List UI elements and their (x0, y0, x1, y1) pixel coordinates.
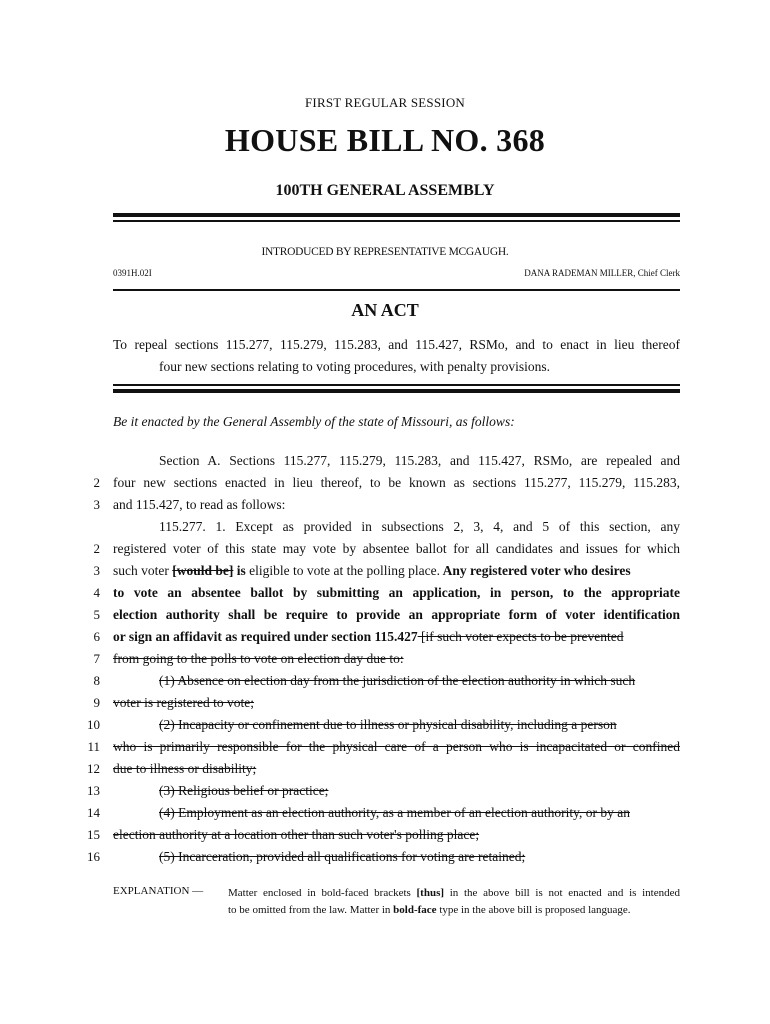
deleted-text: due to illness or disability; (113, 761, 257, 776)
deleted-text (113, 670, 680, 692)
line-text: four new sections enacted in lieu thereof, to be known as sections 115.277, 115.279, 115.283, (113, 475, 680, 490)
body-line (0, 604, 770, 626)
deleted-text (113, 846, 680, 868)
line-number: 9 (93, 695, 100, 710)
text-run: type in the above bill is proposed language. (436, 904, 631, 916)
line-number: 5 (93, 607, 100, 622)
line-number: 10 (87, 717, 100, 732)
new-text: or sign an affidavit as required under section 115.427 (113, 629, 418, 644)
deleted-text: who is primarily responsible for the physical care of a person who is incapacitated or confined (113, 739, 680, 754)
new-text: election authority shall be require to provide an appropriate form of voter identification (113, 607, 680, 622)
body-line (0, 758, 770, 780)
bill-body (0, 450, 770, 868)
body-line (0, 582, 770, 604)
body-line (0, 450, 770, 472)
body-line (0, 472, 770, 494)
deleted-text: from going to the polls to vote on election day due to: (113, 651, 404, 666)
deleted-text (113, 780, 680, 802)
deleted-run: (2) Incapacity or confinement due to illness or physical disability, including a person (159, 717, 617, 732)
line-text: registered voter of this state may vote by absentee ballot for all candidates and issues for which (113, 541, 680, 556)
text-run: to be omitted from the law. Matter in (228, 904, 394, 916)
body-line (0, 538, 770, 560)
title-divider-thick (113, 389, 680, 393)
deleted-text: [would be] (172, 563, 234, 578)
title-divider-thin (113, 384, 680, 386)
header-divider-thin (113, 220, 680, 222)
act-title-line-1: To repeal sections 115.277, 115.279, 115.283, and 115.427, RSMo, and to enact in lieu thereof (113, 337, 680, 352)
chief-clerk: DANA RADEMAN MILLER, Chief Clerk (524, 268, 680, 278)
session-label: FIRST REGULAR SESSION (305, 95, 465, 110)
boldface-example: bold-face (393, 904, 437, 916)
line-text (113, 626, 680, 648)
line-number: 8 (93, 673, 100, 688)
line-number: 4 (93, 585, 100, 600)
new-text: Any registered voter who desires (439, 563, 631, 578)
explanation-label: EXPLANATION — (113, 885, 204, 897)
introduced-by: INTRODUCED BY REPRESENTATIVE MCGAUGH. (261, 246, 509, 258)
text-run: Matter enclosed in bold-faced brackets (228, 887, 417, 899)
line-number: 13 (87, 783, 100, 798)
deleted-text: voter is registered to vote; (113, 695, 254, 710)
explanation-line-1 (228, 885, 680, 902)
body-line (0, 824, 770, 846)
line-number: 6 (93, 629, 100, 644)
body-line (0, 560, 770, 582)
bill-title: HOUSE BILL NO. 368 (224, 122, 546, 158)
bracket-example: [thus] (416, 887, 445, 899)
deleted-text: [if such voter expects to be prevented (417, 629, 624, 644)
deleted-text: election authority at a location other than such voter's polling place; (113, 827, 480, 842)
new-text: is (233, 563, 246, 578)
line-number: 3 (93, 497, 100, 512)
line-number: 2 (93, 475, 100, 490)
body-line (0, 846, 770, 868)
act-title (113, 334, 680, 378)
line-text: and 115.427, to read as follows: (113, 497, 286, 512)
line-number: 12 (87, 761, 100, 776)
deleted-run: (5) Incarceration, provided all qualifications for voting are retained; (159, 849, 526, 864)
header-divider-thick (113, 213, 680, 217)
explanation-line-2 (228, 904, 631, 916)
body-line (0, 670, 770, 692)
deleted-text (113, 802, 680, 824)
line-number: 3 (93, 563, 100, 578)
deleted-text (113, 714, 680, 736)
body-line (0, 736, 770, 758)
line-number: 14 (87, 805, 100, 820)
line-number: 7 (93, 651, 100, 666)
deleted-run: (1) Absence on election day from the jurisdiction of the election authority in which such (159, 673, 636, 688)
act-title-line-2: four new sections relating to voting procedures, with penalty provisions. (159, 359, 551, 374)
deleted-run: (4) Employment as an election authority, as a member of an election authority, or by an (159, 805, 630, 820)
text-run: such voter (113, 563, 173, 578)
line-number: 11 (87, 739, 100, 754)
line-text: Section A. Sections 115.277, 115.279, 115.283, and 115.427, RSMo, are repealed and (159, 453, 680, 468)
body-line (0, 692, 770, 714)
body-line (0, 648, 770, 670)
deleted-run: (3) Religious belief or practice; (159, 783, 329, 798)
bill-code: 0391H.02I (113, 268, 152, 278)
act-heading: AN ACT (351, 300, 419, 320)
text-run: in the above bill is not enacted and is intended (444, 887, 680, 899)
body-line (0, 780, 770, 802)
enacting-clause: Be it enacted by the General Assembly of the state of Missouri, as follows: (113, 414, 515, 429)
body-line (0, 626, 770, 648)
assembly-label: 100TH GENERAL ASSEMBLY (275, 182, 495, 199)
line-number: 15 (87, 827, 100, 842)
body-line (0, 494, 770, 516)
line-number: 16 (87, 849, 100, 864)
body-line (0, 802, 770, 824)
explanation-text (228, 885, 680, 919)
text-run: eligible to vote at the polling place. (245, 563, 440, 578)
line-number: 2 (93, 541, 100, 556)
body-line (0, 516, 770, 538)
new-text: to vote an absentee ballot by submitting an application, in person, to the appropriate (113, 585, 680, 600)
body-line (0, 714, 770, 736)
line-text: 115.277. 1. Except as provided in subsections 2, 3, 4, and 5 of this section, any (159, 519, 680, 534)
clerk-divider (113, 289, 680, 291)
line-text (113, 560, 680, 582)
